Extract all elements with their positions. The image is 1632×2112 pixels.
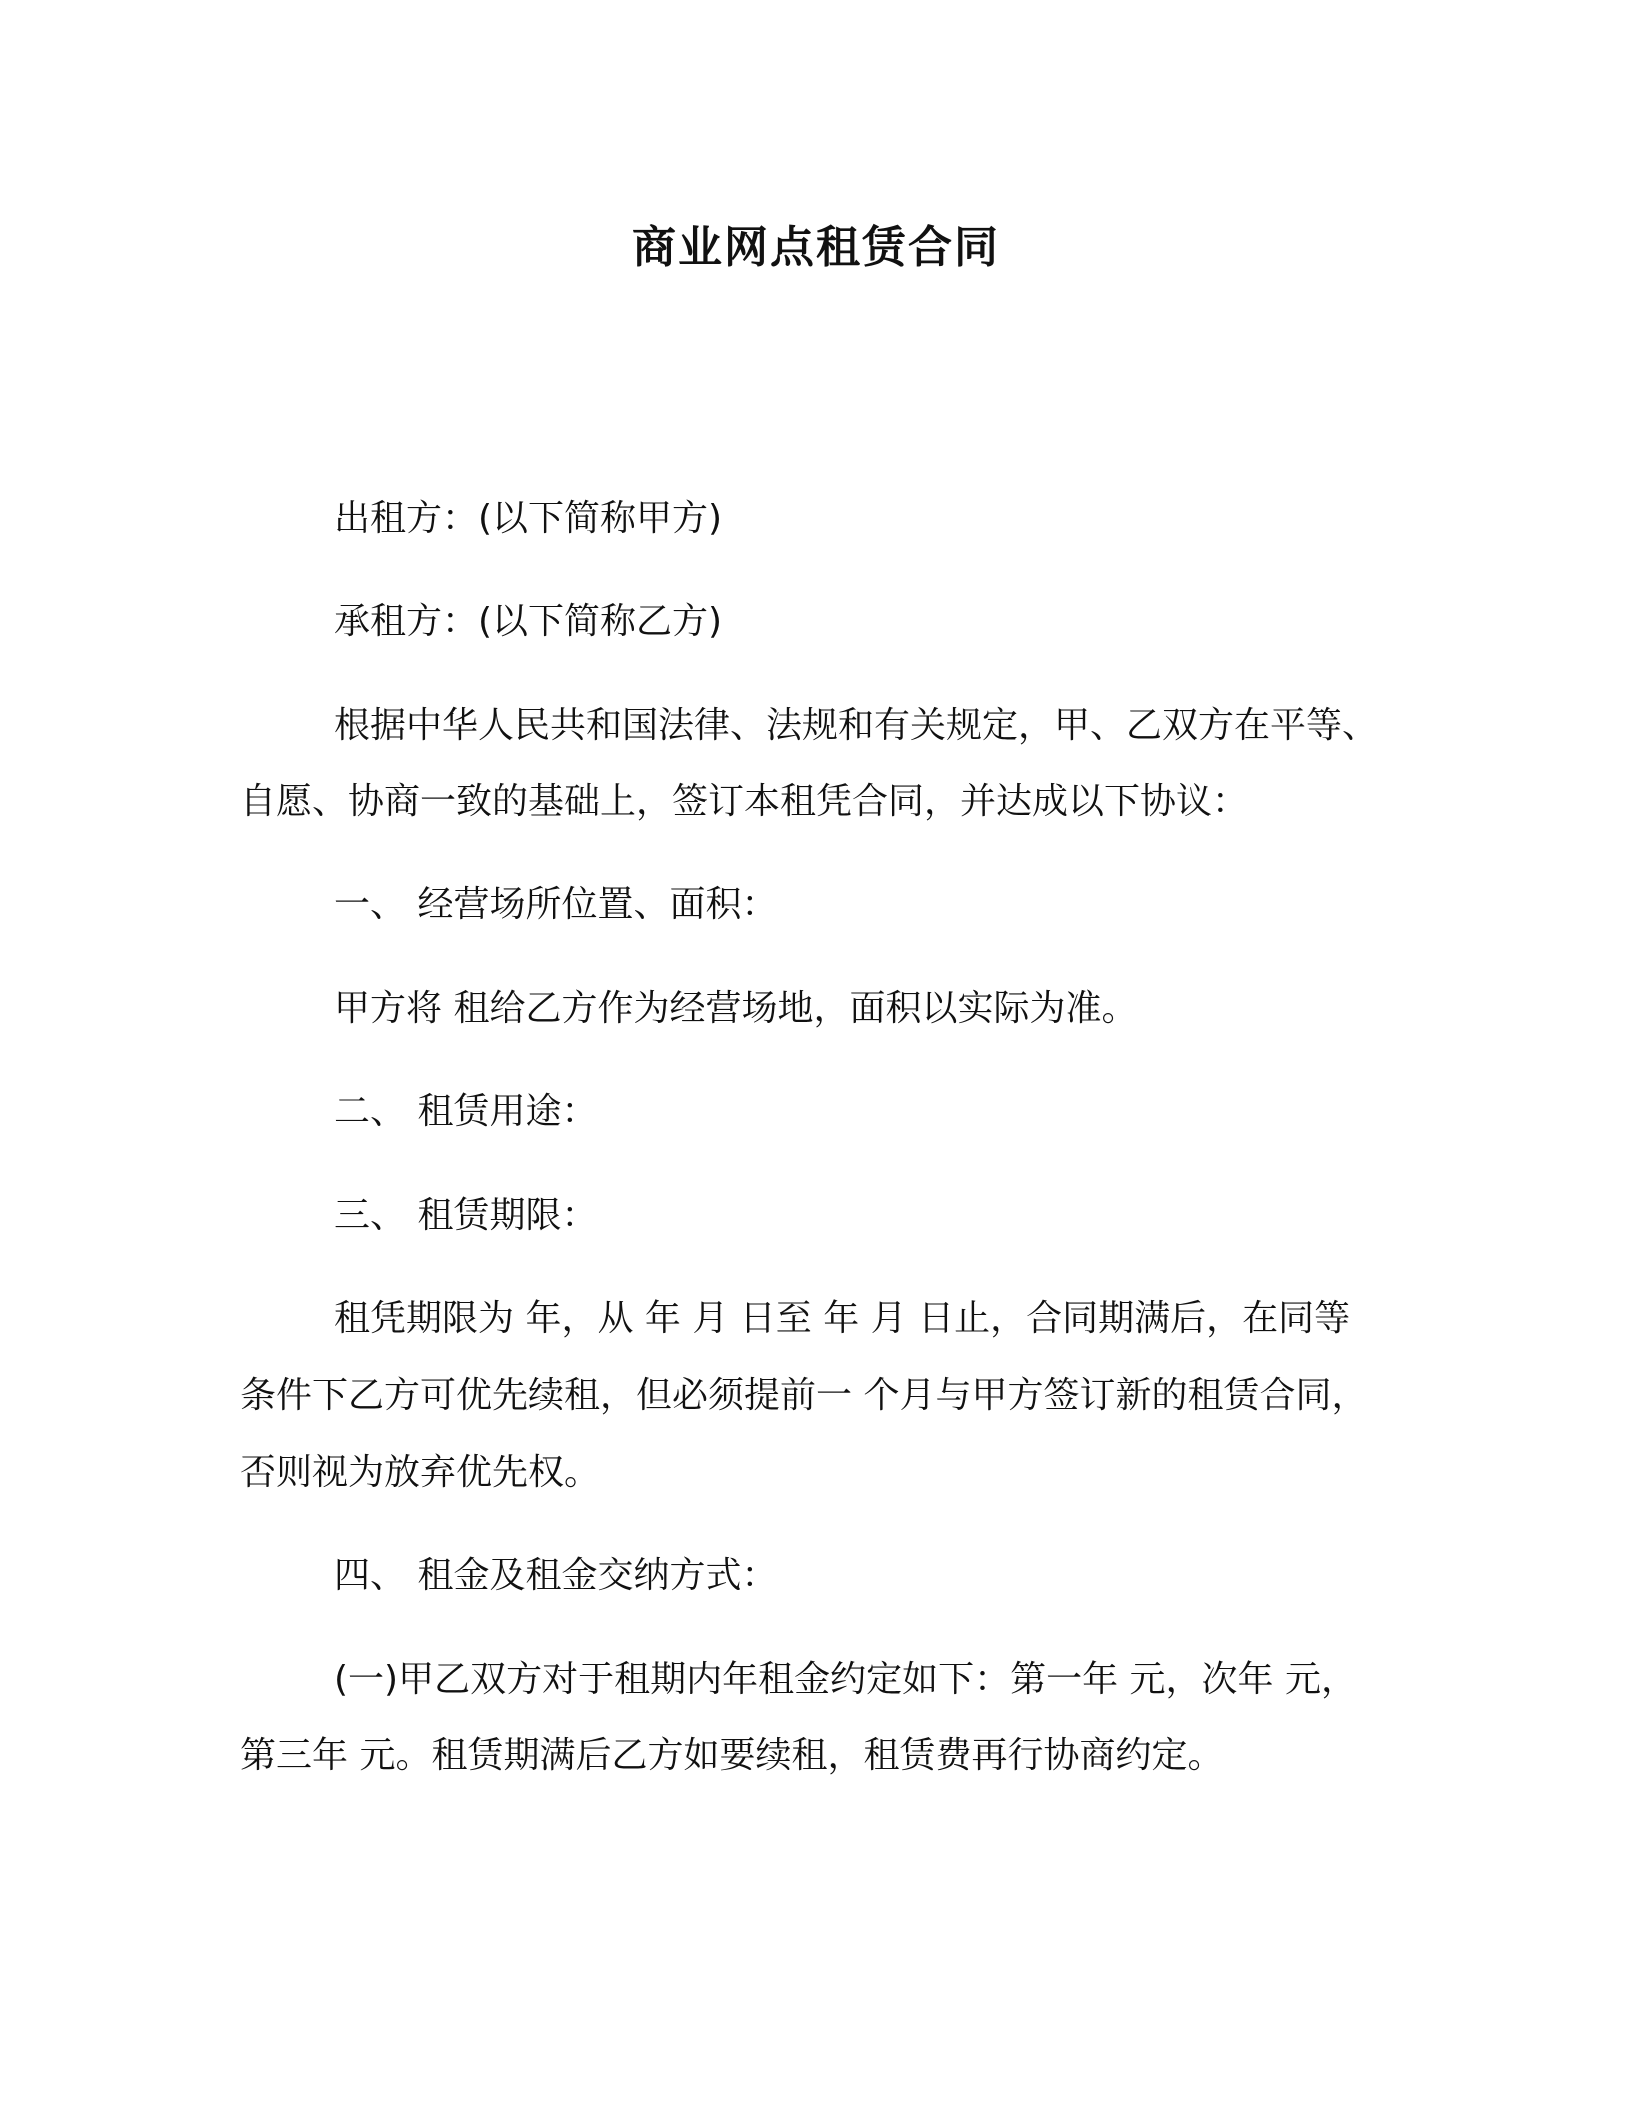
preamble-line-1: 根据中华人民共和国法律、法规和有关规定，甲、乙双方在平等、 — [334, 705, 1379, 746]
section-4-heading: 四、 租金及租金交纳方式： — [334, 1555, 778, 1596]
section-3-heading: 三、 租赁期限： — [334, 1195, 598, 1236]
lessee-line: 承租方：(以下简称乙方) — [334, 601, 723, 642]
lessor-line: 出租方：(以下简称甲方) — [334, 498, 723, 539]
section-1-body: 甲方将 租给乙方作为经营场地，面积以实际为准。 — [334, 988, 1138, 1029]
section-2-heading: 二、 租赁用途： — [334, 1091, 598, 1132]
section-4-item-1-line-1: (一)甲乙双方对于租期内年租金约定如下：第一年 元，次年 元， — [334, 1659, 1357, 1700]
section-3-body-line-3: 否则视为放弃优先权。 — [240, 1452, 601, 1493]
preamble-line-2: 自愿、协商一致的基础上，签订本租凭合同，并达成以下协议： — [240, 781, 1249, 822]
document-title: 商业网点租赁合同 — [632, 222, 1000, 273]
section-1-heading: 一、 经营场所位置、面积： — [334, 884, 778, 925]
section-3-body-line-2: 条件下乙方可优先续租，但必须提前一 个月与甲方签订新的租赁合同， — [240, 1375, 1368, 1416]
section-3-body-line-1: 租凭期限为 年，从 年 月 日至 年 月 日止，合同期满后，在同等 — [334, 1298, 1351, 1339]
section-4-item-1-line-2: 第三年 元。租赁期满后乙方如要续租，租赁费再行协商约定。 — [240, 1735, 1224, 1776]
